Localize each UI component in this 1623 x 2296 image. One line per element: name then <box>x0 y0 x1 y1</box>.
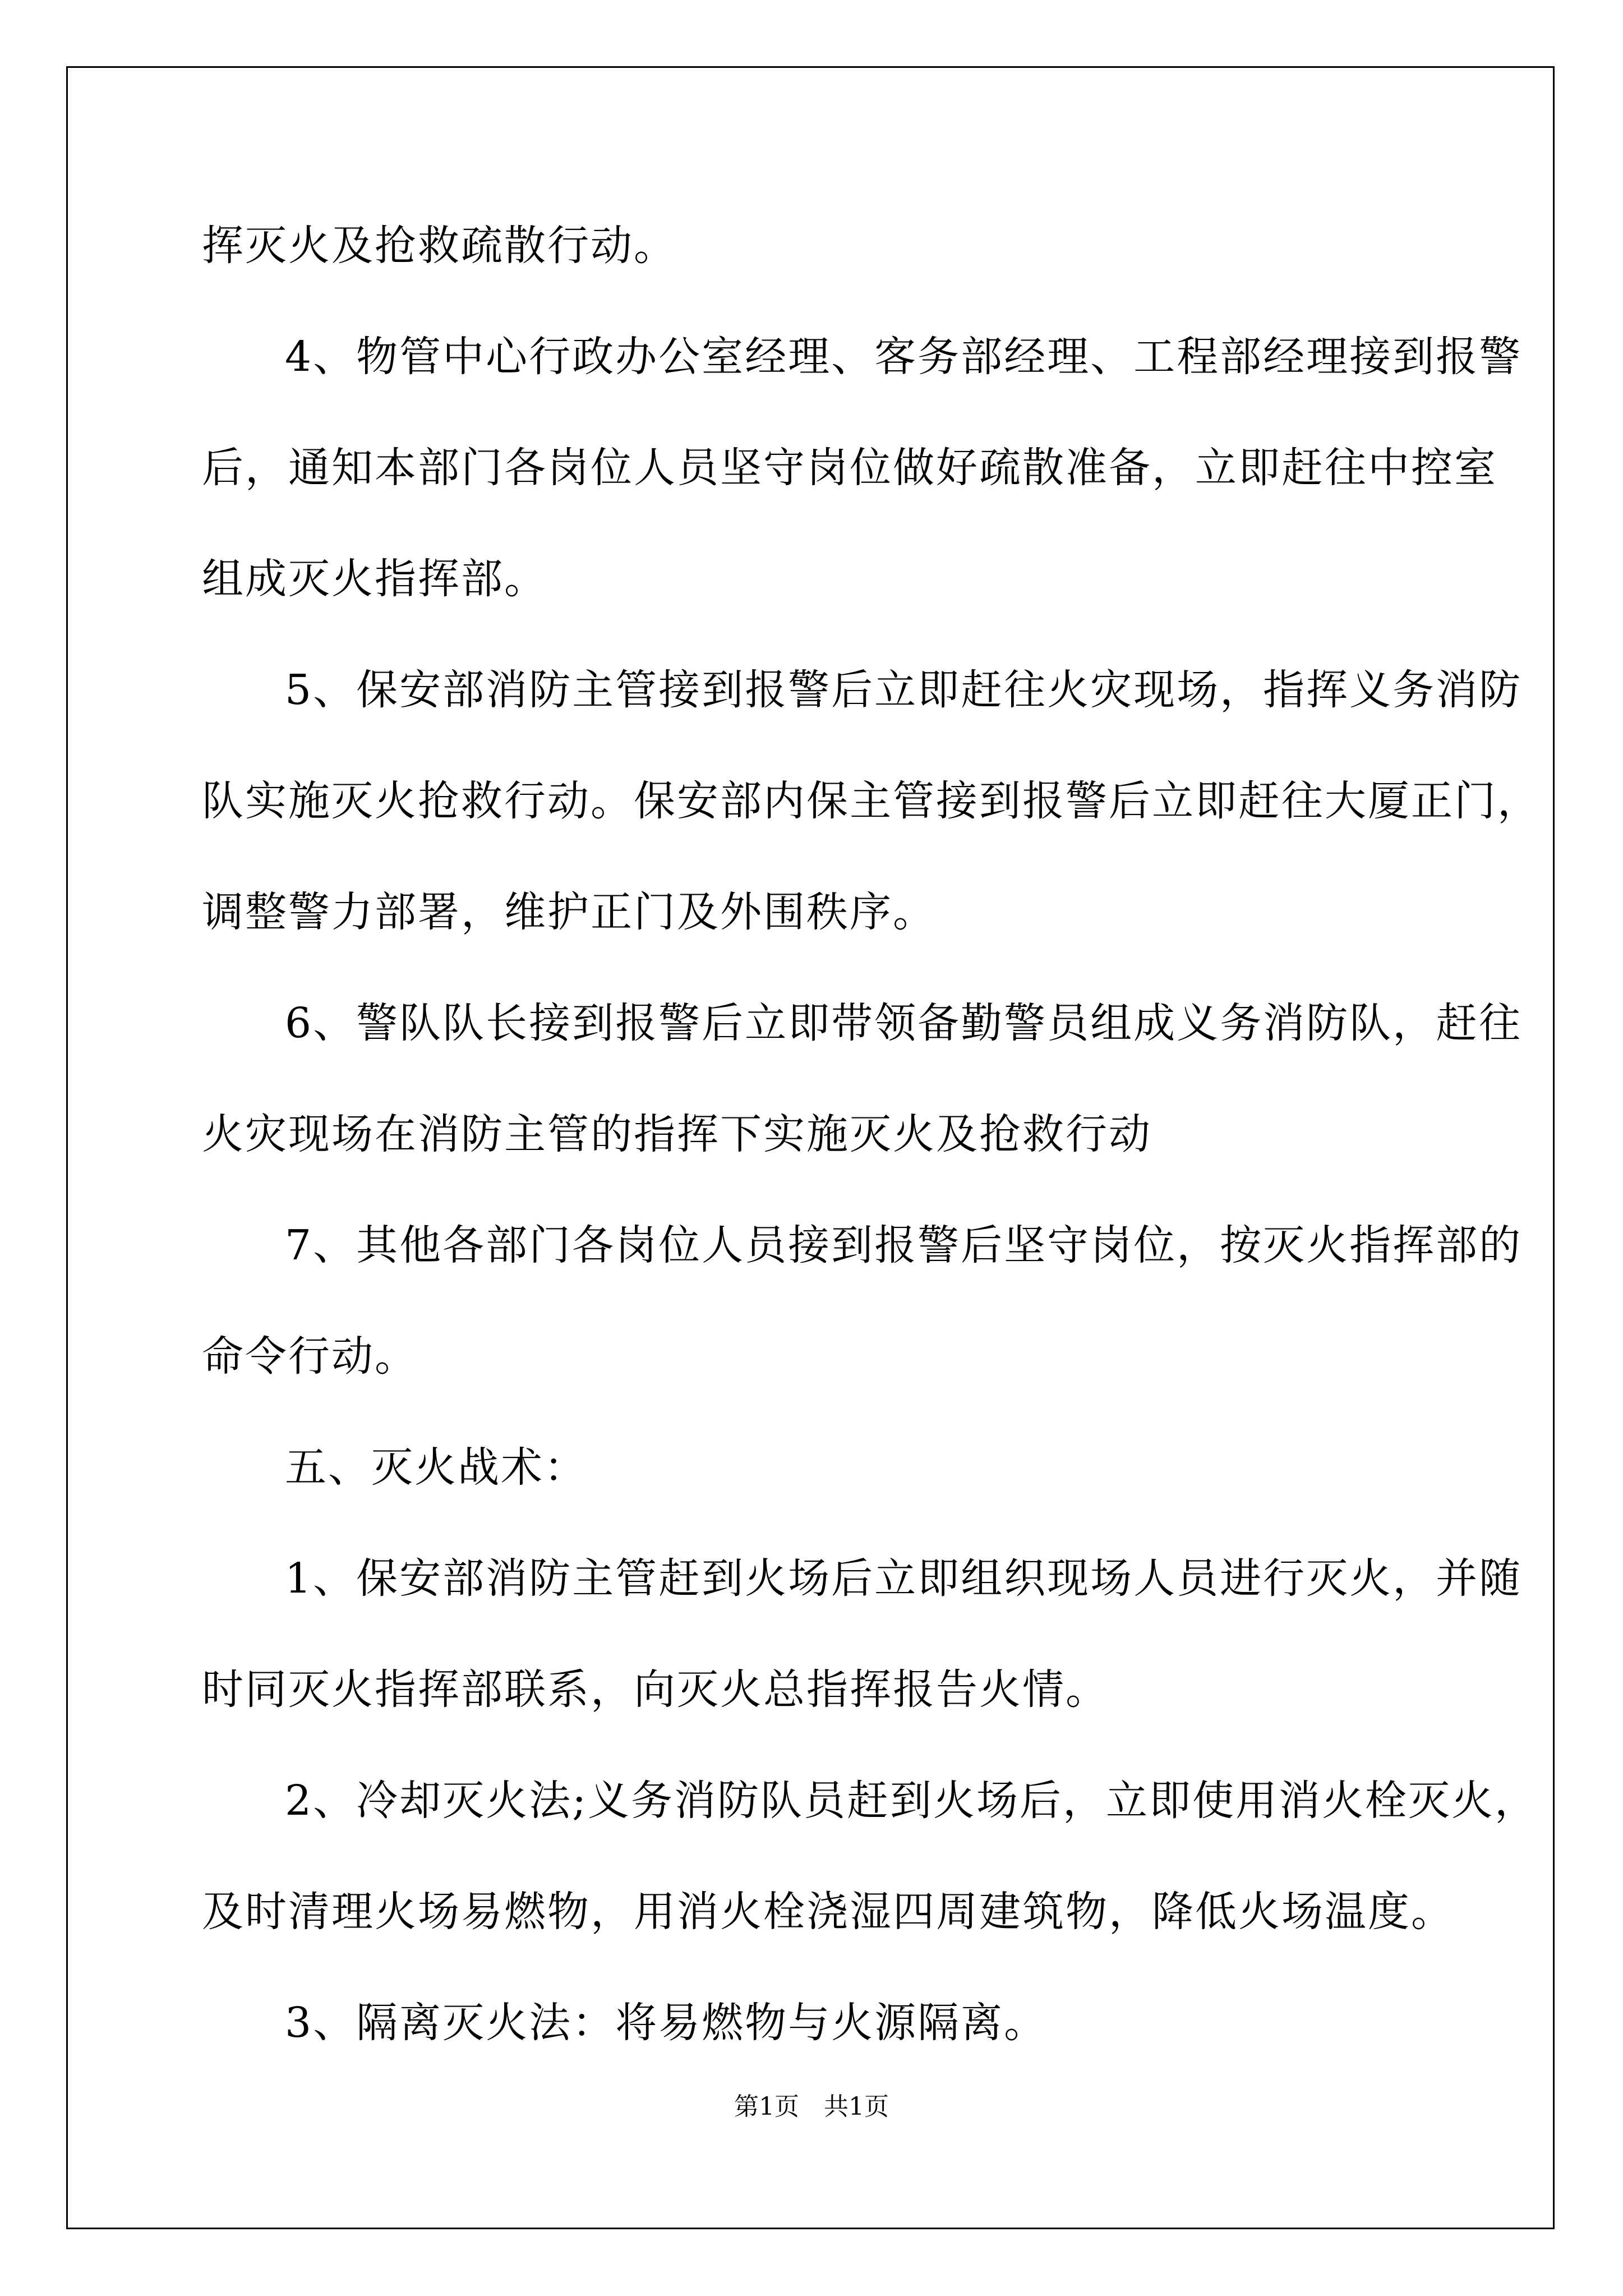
page-number-footer: 第1页 共1页 <box>734 2092 889 2121</box>
text-line: 4、物管中心行政办公室经理、客务部经理、工程部经理接到报警 <box>285 333 1523 381</box>
section-heading: 五、灭火战术： <box>285 1443 587 1492</box>
text-line: 挥灭火及抢救疏散行动。 <box>202 222 677 270</box>
text-line: 5、保安部消防主管接到报警后立即赶往火灾现场，指挥义务消防 <box>285 666 1523 714</box>
text-line: 火灾现场在消防主管的指挥下实施灭火及抢救行动 <box>202 1110 1152 1158</box>
text-line: 时同灭火指挥部联系，向灭火总指挥报告火情。 <box>202 1665 1109 1714</box>
text-line: 调整警力部署，维护正门及外围秩序。 <box>202 888 936 936</box>
text-line: 及时清理火场易燃物，用消火栓浇湿四周建筑物，降低火场温度。 <box>202 1888 1454 1936</box>
text-line: 后，通知本部门各岗位人员坚守岗位做好疏散准备，立即赶往中控室 <box>202 444 1497 492</box>
text-line: 组成灭火指挥部。 <box>202 555 547 603</box>
text-line: 7、其他各部门各岗位人员接到报警后坚守岗位，按灭火指挥部的 <box>285 1221 1523 1269</box>
text-line: 命令行动。 <box>202 1332 418 1381</box>
text-line: 3、隔离灭火法：将易燃物与火源隔离。 <box>285 1999 1048 2047</box>
text-line: 2、冷却灭火法;义务消防队员赶到火场后，立即使用消火栓灭火， <box>285 1777 1538 1825</box>
text-line: 队实施灭火抢救行动。保安部内保主管接到报警后立即赶往大厦正门， <box>202 777 1541 825</box>
text-line: 1、保安部消防主管赶到火场后立即组织现场人员进行灭火，并随 <box>285 1554 1523 1603</box>
text-line: 6、警队队长接到报警后立即带领备勤警员组成义务消防队，赶往 <box>285 999 1523 1047</box>
